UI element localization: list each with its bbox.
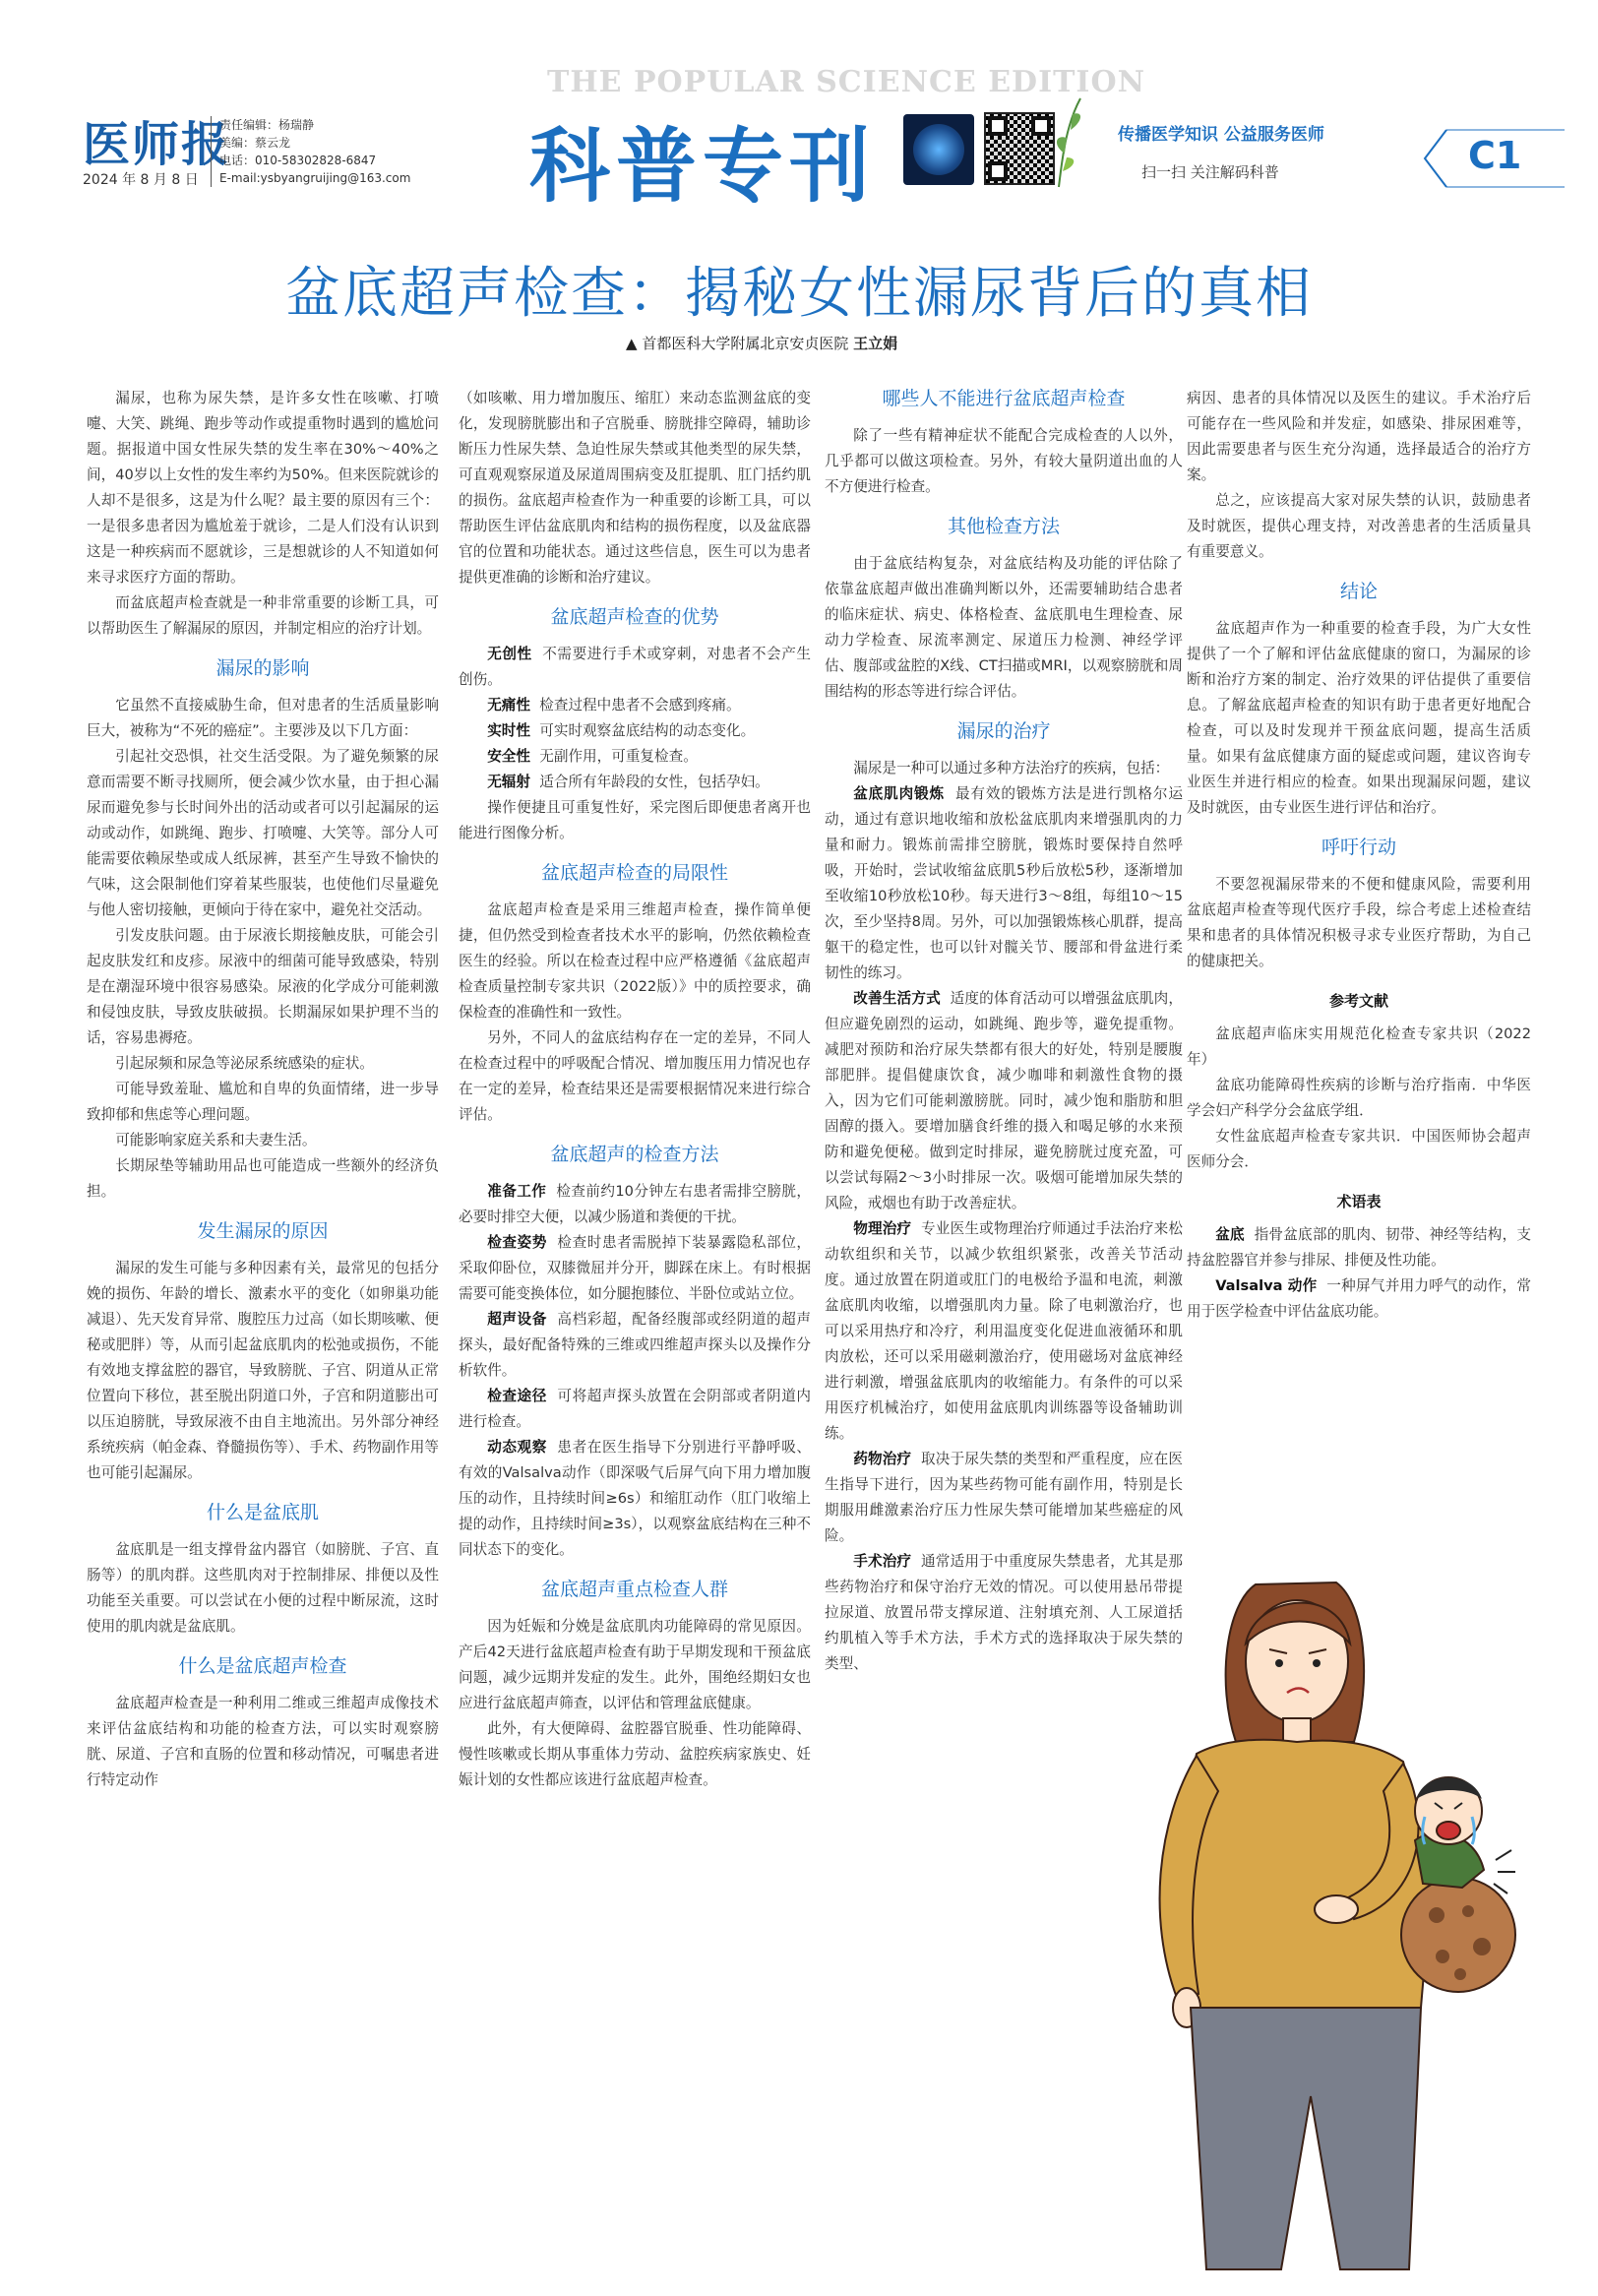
column-1 — [87, 386, 439, 1793]
paragraph: 除了一些有精神症状不能配合完成检查的人以外，几乎都可以做这项检查。另外，有较大量阴道出血的人不方便进行检查。 — [825, 427, 1183, 495]
glossary-item: Valsalva 动作 一种屏气并用力呼气的动作，常用于医学检查中评估盆底功能。 — [1187, 1277, 1531, 1320]
paragraph: 漏尿是一种可以通过多种方法治疗的疾病，包括： — [853, 760, 1170, 776]
section-heading: 发生漏尿的原因 — [197, 1220, 329, 1242]
issue-date: 2024 年 8 月 8 日 — [83, 172, 199, 188]
paragraph: 盆底超声作为一种重要的检查手段，为广大女性提供了一个了解和评估盆底健康的窗口，为漏尿的诊断和治疗方案的制定、治疗效果的评估提供了重要信息。了解盆底超声检查的知识有助于患者更好地配合检查，可以及时发现并干预盆底问题，提高生活质量。如果有盆底健康方面的疑虑或问题，建议咨询专业医生并进行相应的检查。如果出现漏尿问题，建议及时就医，由专业医生进行评估和治疗。 — [1187, 620, 1531, 816]
byline-org: 首都医科大学附属北京安贞医院 — [642, 335, 849, 352]
column-4 — [1187, 386, 1531, 1325]
paragraph: 因为妊娠和分娩是盆底肌肉功能障碍的常见原因。产后42天进行盆底超声检查有助于早期发现和干预盆底问题，减少远期并发症的发生。此外，围绝经期妇女也应进行盆底超声筛查，以评估和管理盆底健康。 — [459, 1618, 811, 1711]
editor-line: 责任编辑：杨瑞静 — [219, 118, 315, 132]
advantage-item: 无辐射 适合所有年龄段的女性，包括孕妇。 — [487, 774, 769, 790]
glossary-heading: 术语表 — [1336, 1193, 1382, 1210]
treatment-item: 药物治疗 取决于尿失禁的类型和严重程度，应在医生指导下进行，因为某些药物可能有副作用，特别是长期服用雌激素治疗压力性尿失禁可能增加某些癌症的风险。 — [825, 1451, 1183, 1544]
page-number: C1 — [1468, 134, 1522, 177]
section-heading: 其他检查方法 — [947, 516, 1060, 537]
section-heading: 盆底超声的检查方法 — [550, 1144, 719, 1165]
section-heading: 呼吁行动 — [1321, 837, 1396, 858]
byline-author: 王立娟 — [853, 335, 898, 352]
paragraph: 引发皮肤问题。由于尿液长期接触皮肤，可能会引起皮肤发红和皮疹。尿液中的细菌可能导致感染，特别是在潮湿环境中很容易感染。尿液的化学成分可能刺激和侵蚀皮肤，导致皮肤破损。长期漏尿如果护理不当的话，容易患褥疮。 — [87, 927, 439, 1046]
method-item: 检查途径 可将超声探头放置在会阴部或者阴道内进行检查。 — [459, 1388, 811, 1430]
paragraph: 盆底超声检查是采用三维超声检查，操作简单便捷，但仍然受到检查者技术水平的影响，仍然依赖检查医生的经验。所以在检查过程中应严格遵循《盆底超声检查质量控制专家共识（2022版）》中的质控要求，确保检查的准确性和一致性。 — [459, 901, 811, 1021]
paragraph: 此外，有大便障碍、盆腔器官脱垂、性功能障碍、慢性咳嗽或长期从事重体力劳动、盆腔疾病家族史、妊娠计划的女性都应该进行盆底超声检查。 — [459, 1720, 811, 1788]
section-heading: 盆底超声重点检查人群 — [540, 1579, 728, 1600]
email-line: E-mail:ysbyangruijing@163.com — [219, 171, 411, 185]
paragraph: 由于盆底结构复杂，对盆底结构及功能的评估除了依靠盆底超声做出准确判断以外，还需要辅助结合患者的临床症状、病史、体格检查、盆底肌电生理检查、尿动力学检查、尿流率测定、尿道压力检测、神经学评估、腹部或盆腔的X线、CT扫描或MRI，以观察膀胱和周围结构的形态等进行综合评估。 — [825, 555, 1183, 700]
advantage-item: 安全性 无副作用，可重复检查。 — [487, 748, 698, 765]
edition-english-title: THE POPULAR SCIENCE EDITION — [547, 65, 1146, 99]
section-heading: 漏尿的治疗 — [956, 720, 1051, 742]
reference-item: 盆底功能障碍性疾病的诊断与治疗指南．中华医学会妇产科学分会盆底学组． — [1187, 1077, 1531, 1119]
column-2 — [459, 386, 811, 1793]
method-item: 超声设备 高档彩超，配备经腹部或经阴道的超声探头，最好配备特殊的三维或四维超声探头以及操作分析软件。 — [459, 1311, 811, 1379]
paragraph: 盆底超声检查是一种利用二维或三维超声成像技术来评估盆底结构和功能的检查方法，可以实时观察膀胱、尿道、子宫和直肠的位置和移动情况，可嘱患者进行特定动作 — [87, 1695, 439, 1788]
glossary-item: 盆底 指骨盆底部的肌肉、韧带、神经等结构，支持盆腔器官并参与排尿、排便及性功能。 — [1187, 1226, 1531, 1269]
qr-code-icon — [984, 112, 1055, 185]
paragraph: 长期尿垫等辅助用品也可能造成一些额外的经济负担。 — [87, 1157, 439, 1200]
slogan: 传播医学知识 公益服务医师 — [1118, 125, 1324, 145]
treatment-item: 盆底肌肉锻炼 最有效的锻炼方法是进行凯格尔运动，通过有意识地收缩和放松盆底肌肉来增强肌肉的力量和耐力。锻炼前需排空膀胱，锻炼时要保持自然呼吸，开始时，尝试收缩盆底肌5秒后放松5秒，逐渐增加至收缩10秒放松10秒。每天进行3～8组，每组10～15次，至少坚持8周。另外，可以加强锻炼核心肌群，提高躯干的稳定性，也可以针对髋关节、腰部和骨盆进行柔韧性的练习。 — [825, 785, 1183, 981]
byline — [626, 333, 897, 353]
reference-item: 盆底超声临床实用规范化检查专家共识（2022年） — [1187, 1025, 1531, 1068]
section-heading: 什么是盆底肌 — [206, 1502, 319, 1523]
treatment-item: 改善生活方式 适度的体育活动可以增强盆底肌肉，但应避免剧烈的运动，如跳绳、跑步等，避免提重物。减肥对预防和治疗尿失禁都有很大的好处，特别是腰腹部肥胖。提倡健康饮食，减少咖啡和刺激性食物的摄入，因为它们可能刺激膀胱。同时，减少饱和脂肪和胆固醇的摄入。要增加膳食纤维的摄入和喝足够的水来预防和避免便秘。做到定时排尿，避免膀胱过度充盈，可以尝试每隔2～3小时排尿一次。吸烟可能增加尿失禁的风险，戒烟也有助于改善症状。 — [825, 990, 1183, 1211]
paragraph: （如咳嗽、用力增加腹压、缩肛）来动态监测盆底的变化，发现膀胱膨出和子宫脱垂、膀胱排空障碍，辅助诊断压力性尿失禁、急迫性尿失禁或其他类型的尿失禁，可直观观察尿道及尿道周围病变及肛提肌、肛门括约肌的损伤。盆底超声检查作为一种重要的诊断工具，可以帮助医生评估盆底肌肉和结构的损伤程度，以及盆底器官的位置和功能状态。通过这些信息，医生可以为患者提供更准确的诊断和治疗建议。 — [459, 390, 811, 586]
references-heading: 参考文献 — [1328, 992, 1388, 1010]
paragraph: 病因、患者的具体情况以及医生的建议。手术治疗后可能存在一些风险和并发症，如感染、排尿困难等，因此需要患者与医生充分沟通，选择最适合的治疗方案。 — [1187, 390, 1531, 483]
section-heading: 结论 — [1339, 581, 1378, 602]
phone-line: 电话：010-58302828-6847 — [219, 154, 377, 167]
scan-hint: 扫一扫 关注解码科普 — [1141, 163, 1279, 181]
paragraph: 不要忽视漏尿带来的不便和健康风险，需要利用盆底超声检查等现代医疗手段，综合考虑上述检查结果和患者的具体情况积极寻求专业医疗帮助，为自己的健康把关。 — [1187, 876, 1531, 969]
newspaper-logo: 医师报 — [83, 117, 231, 172]
woman-and-child-illustration — [1108, 1545, 1521, 2273]
paragraph: 盆底肌是一组支撑骨盆内器官（如膀胱、子宫、直肠等）的肌肉群。这些肌肉对于控制排尿、排便以及性功能至关重要。可以尝试在小便的过程中断尿流，这时使用的肌肉就是盆底肌。 — [87, 1541, 439, 1635]
section-heading: 盆底超声检查的局限性 — [540, 862, 728, 884]
paragraph: 它虽然不直接威胁生命，但对患者的生活质量影响巨大，被称为“不死的癌症”。主要涉及以下几方面： — [87, 697, 439, 739]
paragraph: 漏尿的发生可能与多种因素有关，最常见的包括分娩的损伤、年龄的增长、激素水平的变化（如卵巢功能减退）、先天发育异常、腹腔压力过高（如长期咳嗽、便秘或肥胖）等，从而引起盆底肌肉的松弛或损伤，不能有效地支撑盆腔的器官，导致膀胱、子宫、阴道从正常位置向下移位，甚至脱出阴道口外，子宫和阴道膨出可以压迫膀胱，导致尿液不由自主地流出。另外部分神经系统疾病（帕金森、脊髓损伤等）、手术、药物副作用等也可能引起漏尿。 — [87, 1260, 439, 1481]
section-heading: 哪些人不能进行盆底超声检查 — [882, 388, 1126, 409]
designer-line: 美编：蔡云龙 — [219, 136, 291, 150]
editor-info — [211, 116, 410, 187]
section-heading: 什么是盆底超声检查 — [178, 1655, 347, 1677]
paragraph: 引起尿频和尿急等泌尿系统感染的症状。 — [115, 1055, 374, 1072]
method-item: 动态观察 患者在医生指导下分别进行平静呼吸、有效的Valsalva动作（即深吸气后屏气向下用力增加腹压的动作，且持续时间≥6s）和缩肛动作（肛门收缩上提的动作，且持续时间≥3s），以观察盆底结构在三种不同状态下的变化。 — [459, 1439, 811, 1558]
paragraph: 而盆底超声检查就是一种非常重要的诊断工具，可以帮助医生了解漏尿的原因，并制定相应的治疗计划。 — [87, 594, 439, 637]
section-heading: 漏尿的影响 — [215, 657, 310, 679]
method-item: 检查姿势 检查时患者需脱掉下装暴露隐私部位，采取仰卧位，双膝微屈并分开，脚踩在床上。有时根据需要可能变换体位，如分腿抱膝位、半卧位或站立位。 — [459, 1234, 811, 1302]
leaf-icon — [1053, 94, 1086, 189]
method-item: 准备工作 检查前约10分钟左右患者需排空膀胱，必要时排空大便，以减少肠道和粪便的干扰。 — [459, 1183, 811, 1225]
section-title: 科普专刊 — [529, 119, 877, 214]
section-heading: 盆底超声检查的优势 — [550, 606, 719, 628]
reference-item: 女性盆底超声检查专家共识．中国医师协会超声医师分会． — [1187, 1128, 1531, 1170]
advantage-item: 实时性 可实时观察盆底结构的动态变化。 — [487, 722, 756, 739]
page-number-badge — [1417, 124, 1565, 193]
paragraph: 漏尿，也称为尿失禁，是许多女性在咳嗽、打喷嚏、大笑、跳绳、跑步等动作或提重物时遇到的尴尬问题。据报道中国女性尿失禁的发生率在30%～40%之间，40岁以上女性的发生率约为50%。但来医院就诊的人却不是很多，这是为什么呢？最主要的原因有三个：一是很多患者因为尴尬羞于就诊，二是人们没有认识到这是一种疾病而不愿就诊，三是想就诊的人不知道如何来寻求医疗方面的帮助。 — [87, 390, 439, 586]
byline-marker: ▲ — [626, 335, 638, 352]
paragraph: 可能影响家庭关系和夫妻生活。 — [115, 1132, 317, 1148]
paragraph: 另外，不同人的盆底结构存在一定的差异，不同人在检查过程中的呼吸配合情况、增加腹压用力情况也存在一定的差异，检查结果还是需要根据情况来进行综合评估。 — [459, 1029, 811, 1123]
advantage-item: 无痛性 检查过程中患者不会感到疼痛。 — [487, 697, 741, 714]
treatment-item: 物理治疗 专业医生或物理治疗师通过手法治疗来松动软组织和关节，以减少软组织紧张，改善关节活动度。通过放置在阴道或肛门的电极给予温和电流，刺激盆底肌肉收缩，以增强肌肉力量。除了电刺激治疗，也可以采用热疗和冷疗，利用温度变化促进血液循环和肌肉放松，还可以采用磁刺激治疗，使用磁场对盆底神经进行刺激，增强盆底肌肉的收缩能力。有条件的可以采用医疗机械治疗，如使用盆底肌肉训练器等设备辅助训练。 — [825, 1220, 1183, 1442]
advantage-item: 无创性 不需要进行手术或穿刺，对患者不会产生创伤。 — [459, 646, 811, 688]
column-3 — [825, 386, 1183, 1677]
paragraph: 可能导致羞耻、尴尬和自卑的负面情绪，进一步导致抑郁和焦虑等心理问题。 — [87, 1081, 439, 1123]
article-headline: 盆底超声检查：揭秘女性漏尿背后的真相 — [285, 262, 1313, 326]
paragraph: 总之，应该提高大家对尿失禁的认识，鼓励患者及时就医，提供心理支持，对改善患者的生活质量具有重要意义。 — [1187, 492, 1531, 560]
paragraph: 操作便捷且可重复性好，采完图后即便患者离开也能进行图像分析。 — [459, 799, 811, 841]
qr-badge-icon — [903, 114, 974, 185]
masthead — [0, 0, 1598, 217]
treatment-item: 手术治疗 通常适用于中重度尿失禁患者，尤其是那些药物治疗和保守治疗无效的情况。可以使用悬吊带提拉尿道、放置吊带支撑尿道、注射填充剂、人工尿道括约肌植入等手术方法，手术方式的选择取决于尿失禁的类型、 — [825, 1553, 1183, 1672]
paragraph: 引起社交恐惧，社交生活受限。为了避免频繁的尿意而需要不断寻找厕所，便会减少饮水量，由于担心漏尿而避免参与长时间外出的活动或者可以引起漏尿的运动或动作，如跳绳、跑步、打喷嚏、大笑等。部分人可能需要依赖尿垫或成人纸尿裤，甚至产生导致不愉快的气味，这会限制他们穿着某些服装，也使他们尽量避免与他人密切接触，更倾向于待在家中，避免社交活动。 — [87, 748, 439, 918]
